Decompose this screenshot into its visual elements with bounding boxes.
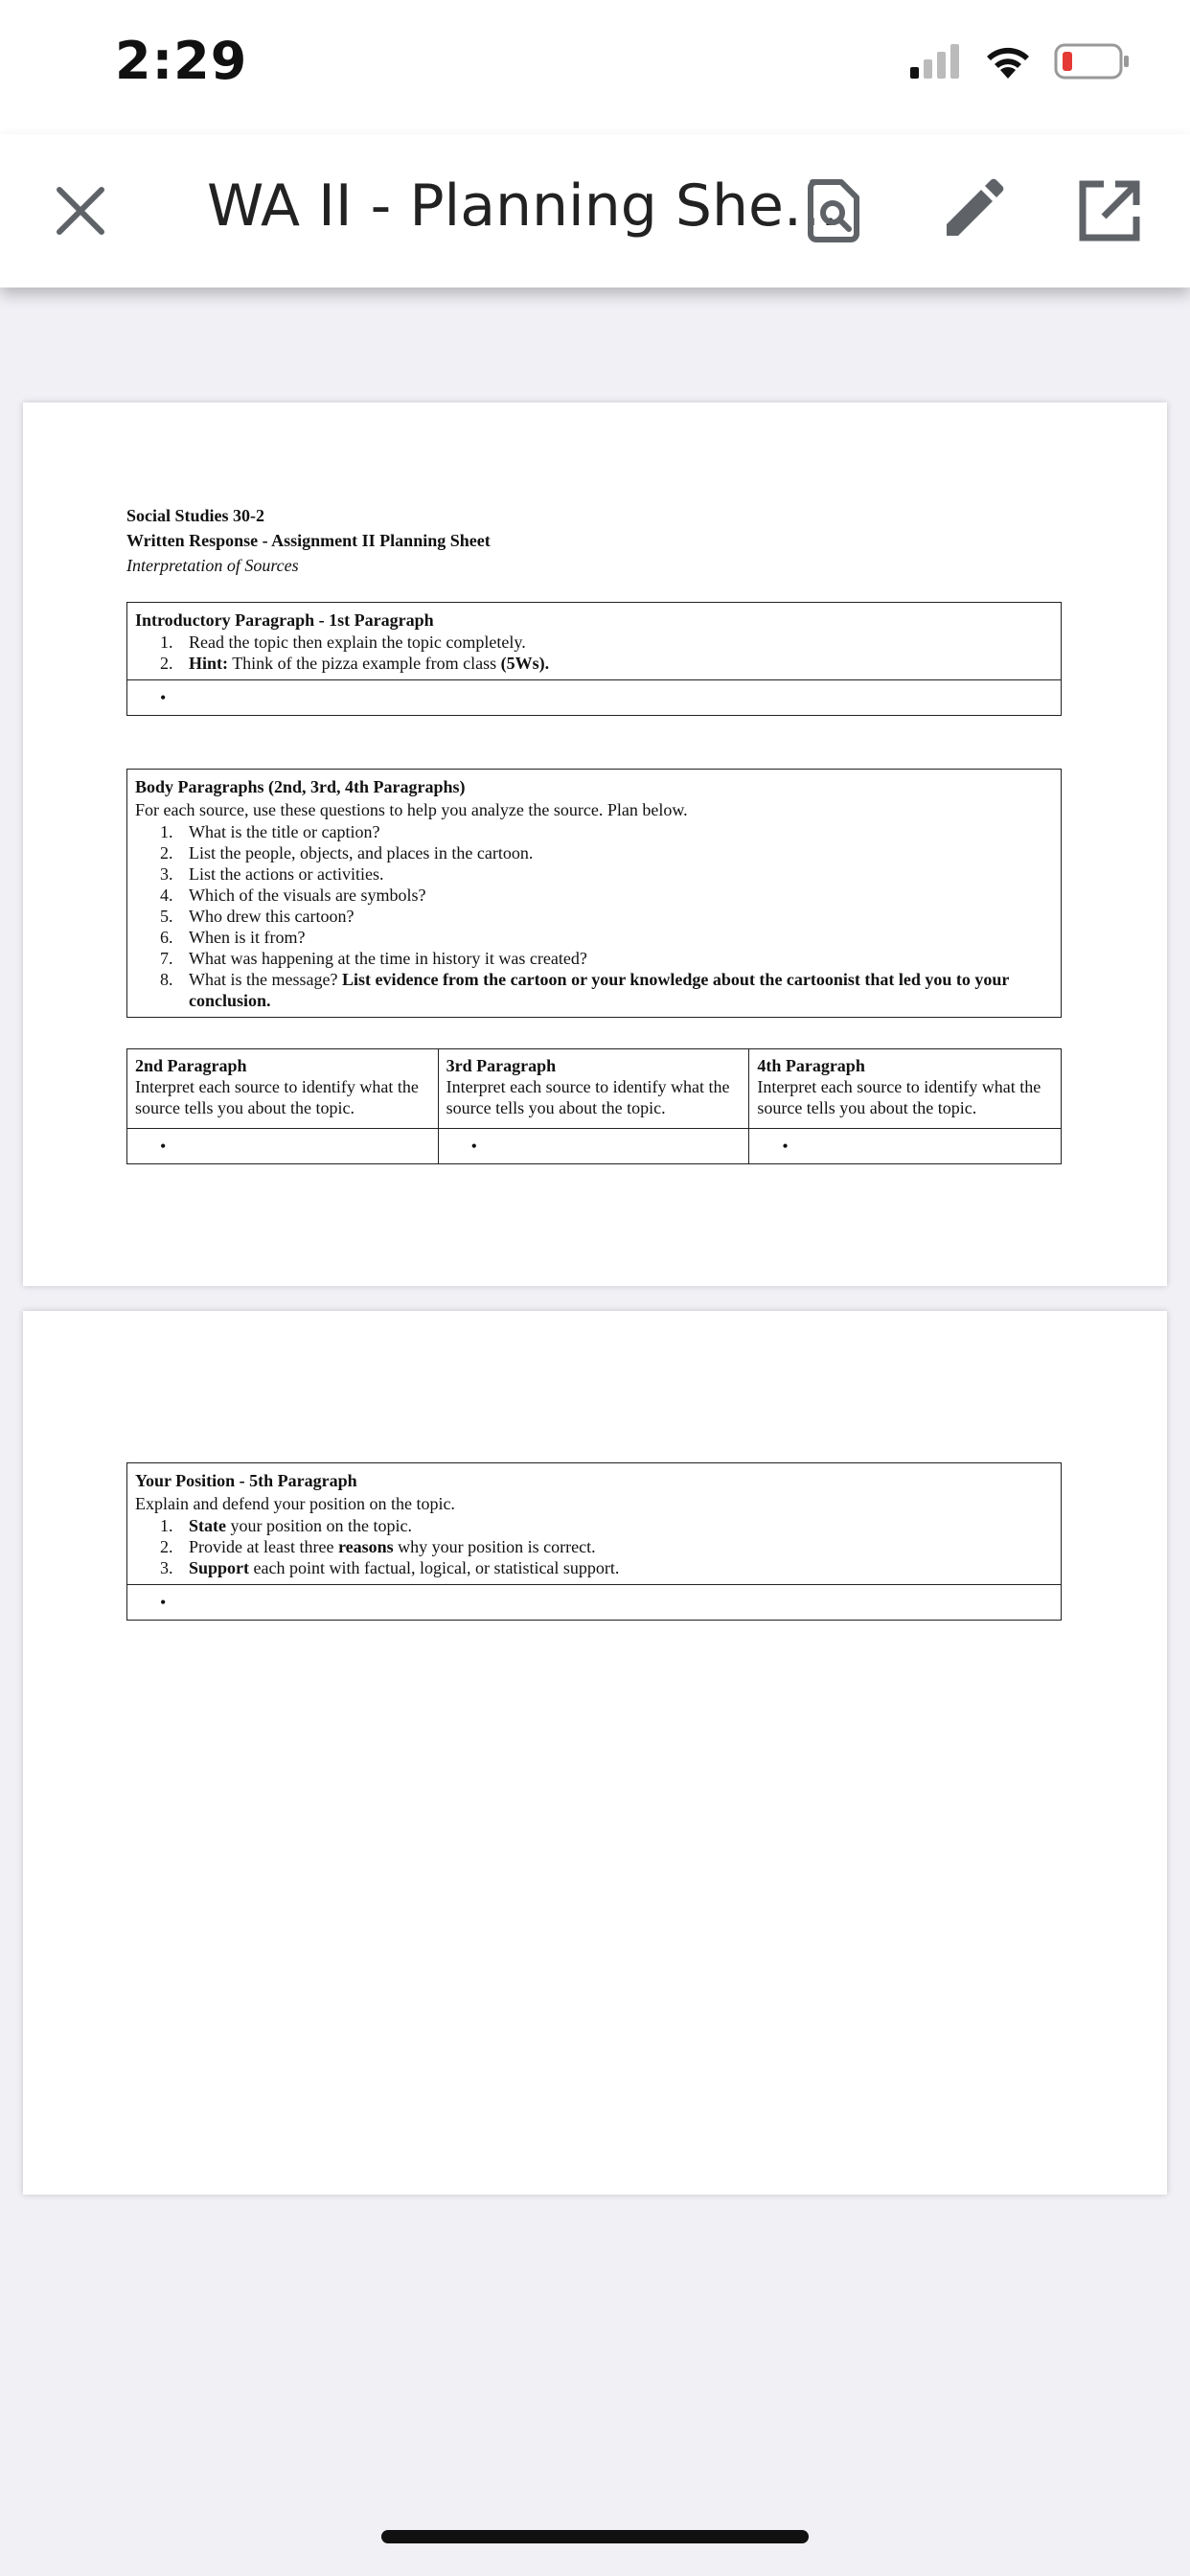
list-item: 2. Hint: Think of the pizza example from class (5Ws). [160, 654, 550, 673]
list-item: 7. What was happening at the time in history it was created? [160, 949, 587, 968]
list-item: 5. Who drew this cartoon? [160, 907, 355, 926]
paragraph-4-notes[interactable] [749, 1128, 1061, 1163]
paragraph-4-cell [749, 1049, 1061, 1163]
position-subtitle: Explain and defend your position on the topic. [135, 1494, 455, 1513]
document-page-1 [23, 402, 1167, 1286]
paragraph-2-cell [127, 1049, 439, 1163]
document-title: WA II - Planning She... [207, 172, 839, 240]
battery-low-icon [1054, 42, 1131, 80]
list-item: 8. What is the message? List evidence from the cartoon or your knowledge about the cartoonist that led you to your conclusion. [160, 970, 1010, 1010]
bullet: • [160, 688, 167, 707]
status-icons [910, 42, 1131, 80]
find-in-page-button[interactable] [799, 176, 868, 245]
position-paragraph-box [126, 1462, 1062, 1621]
list-item: 1. Read the topic then explain the topic completely. [160, 632, 526, 652]
close-icon [50, 180, 111, 242]
paragraph-3-notes[interactable] [439, 1128, 749, 1163]
pencil-icon [937, 176, 1006, 245]
open-external-icon [1075, 176, 1144, 245]
list-item: 2. Provide at least three reasons why your position is correct. [160, 1537, 596, 1556]
course-name: Social Studies 30-2 [126, 506, 265, 525]
list-item: 3. Support each point with factual, logical, or statistical support. [160, 1558, 620, 1577]
list-item: 6. When is it from? [160, 928, 306, 947]
close-button[interactable] [50, 180, 111, 242]
bullet: • [782, 1137, 789, 1156]
paragraph-2-title: 2nd Paragraph [135, 1056, 247, 1075]
list-item: 4. Which of the visuals are symbols? [160, 886, 426, 905]
paragraph-4-instructions: Interpret each source to identify what the source tells you about the topic. [757, 1077, 1041, 1117]
list-item: 2. List the people, objects, and places in the cartoon. [160, 843, 534, 862]
position-title: Your Position - 5th Paragraph [135, 1471, 357, 1490]
wifi-icon [983, 42, 1033, 80]
paragraph-3-instructions: Interpret each source to identify what the source tells you about the topic. [446, 1077, 730, 1117]
paragraph-2-instructions: Interpret each source to identify what the source tells you about the topic. [135, 1077, 419, 1117]
bullet: • [160, 1593, 167, 1612]
assignment-title: Written Response - Assignment II Planning Sheet [126, 531, 491, 550]
intro-paragraph-box [126, 602, 1062, 716]
home-indicator[interactable] [381, 2530, 809, 2543]
cellular-signal-icon [910, 42, 962, 80]
intro-notes-row[interactable] [127, 679, 1061, 715]
document-page-2 [23, 1311, 1167, 2195]
bullet: • [470, 1137, 477, 1156]
intro-title: Introductory Paragraph - 1st Paragraph [135, 610, 434, 630]
paragraph-2-notes[interactable] [127, 1128, 438, 1163]
list-item: 3. List the actions or activities. [160, 864, 384, 884]
assignment-subtitle: Interpretation of Sources [126, 556, 299, 575]
body-paragraphs-box [126, 769, 1062, 1018]
paragraph-3-title: 3rd Paragraph [446, 1056, 557, 1075]
find-in-page-icon [799, 176, 868, 245]
paragraph-grid [126, 1048, 1062, 1164]
app-bar [0, 134, 1190, 288]
paragraph-4-title: 4th Paragraph [757, 1056, 865, 1075]
document-header [126, 503, 491, 578]
paragraph-3-cell [439, 1049, 750, 1163]
open-external-button[interactable] [1075, 176, 1144, 245]
body-subtitle: For each source, use these questions to help you analyze the source. Plan below. [135, 800, 688, 819]
status-bar [0, 0, 1190, 134]
body-title: Body Paragraphs (2nd, 3rd, 4th Paragraphs) [135, 777, 466, 796]
edit-button[interactable] [937, 176, 1006, 245]
list-item: 1. What is the title or caption? [160, 822, 380, 841]
position-notes-row[interactable] [127, 1584, 1061, 1620]
status-time: 2:29 [115, 31, 248, 91]
bullet: • [160, 1137, 167, 1156]
list-item: 1. State your position on the topic. [160, 1516, 412, 1535]
